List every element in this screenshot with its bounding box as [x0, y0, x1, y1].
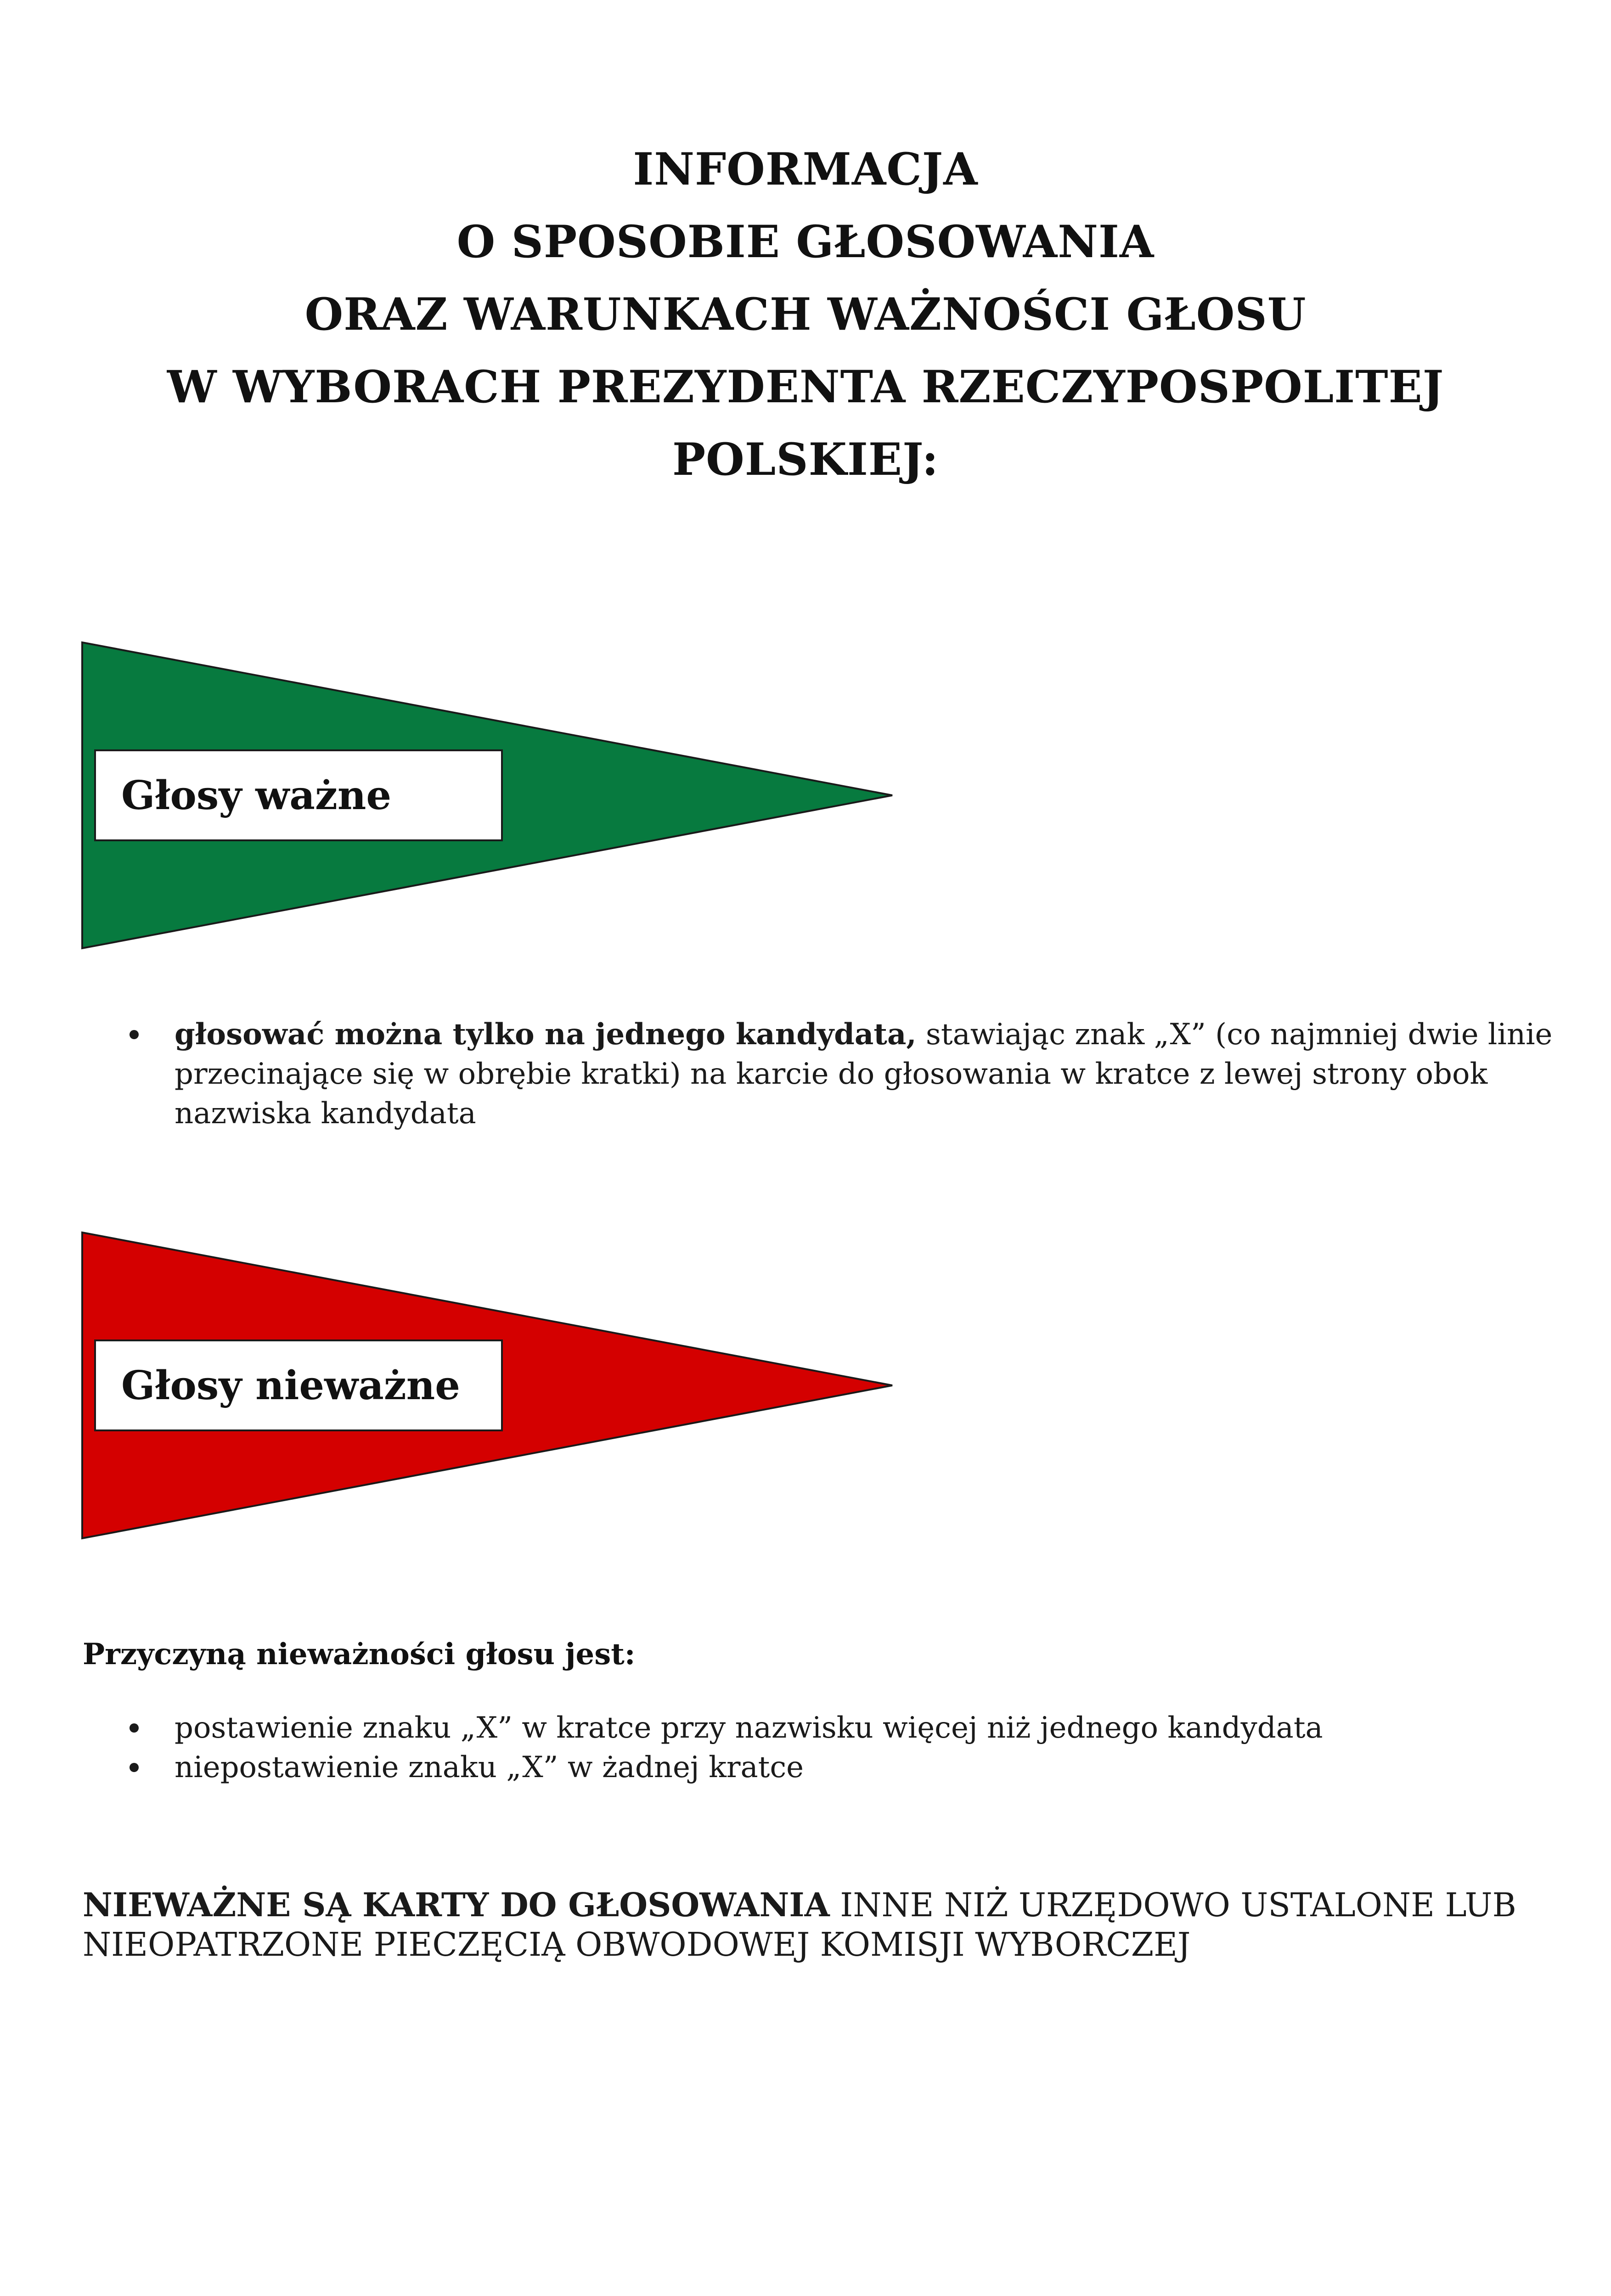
- list-item: niepostawienie znaku „X” w żadnej kratce: [124, 1748, 1548, 1787]
- invalid-ballots-note: [83, 1885, 1552, 1964]
- note-bold-text: NIEWAŻNE SĄ KARTY DO GŁOSOWANIA: [83, 1885, 830, 1924]
- note-text: INNE NIŻ URZĘDOWO USTALONE LUB NIEOPATRZONE PIECZĘCIĄ OBWODOWEJ KOMISJI WYBORCZEJ: [83, 1886, 1516, 1964]
- title-line: INFORMACJA: [633, 143, 978, 195]
- title-line: O SPOSOBIE GŁOSOWANIA: [456, 216, 1155, 268]
- valid-votes-pennant: [80, 641, 898, 957]
- title-line: POLSKIEJ:: [672, 433, 939, 485]
- invalidity-reasons-heading: Przyczyną nieważności głosu jest:: [83, 1637, 636, 1671]
- list-item: [124, 1015, 1561, 1133]
- invalidity-reasons-list: [124, 1708, 1548, 1787]
- valid-votes-rules: [124, 1015, 1561, 1133]
- rule-text: stawiając znak „X” (co najmniej dwie linie przecinające się w obrębie kratki) na karcie do głosowania w kratce z lewej strony obok nazwiska kandydata: [175, 1018, 1553, 1131]
- invalid-votes-label: Głosy nieważne: [94, 1339, 503, 1431]
- title-line: ORAZ WARUNKACH WAŻNOŚCI GŁOSU: [304, 288, 1307, 340]
- title-line: W WYBORACH PREZYDENTA RZECZYPOSPOLITEJ: [167, 361, 1444, 413]
- valid-votes-label: Głosy ważne: [94, 749, 503, 841]
- list-item: postawienie znaku „X” w kratce przy nazwisku więcej niż jednego kandydata: [124, 1708, 1548, 1748]
- page-title: [0, 133, 1611, 496]
- rule-bold-text: głosować można tylko na jednego kandydata,: [175, 1017, 917, 1052]
- invalid-votes-pennant: [80, 1231, 898, 1548]
